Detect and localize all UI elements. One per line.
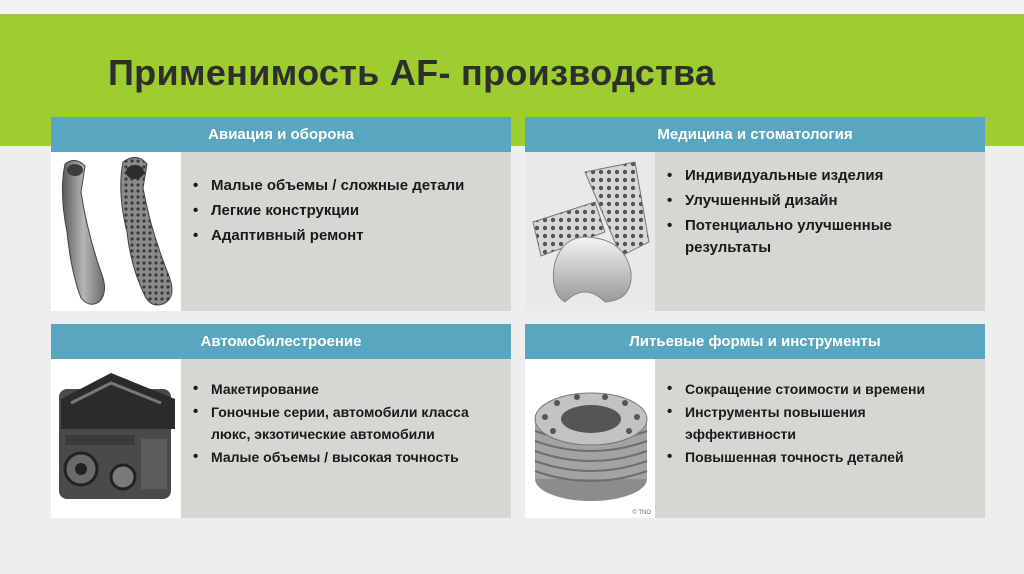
panel-heading: Авиация и оборона	[51, 117, 511, 152]
panel-bullets	[667, 378, 977, 469]
top-strip	[0, 0, 1024, 14]
bullet-item: • Адаптивный ремонт	[193, 225, 503, 247]
panel-aviation	[51, 117, 511, 311]
bullet-item: • Сокращение стоимости и времени	[667, 378, 977, 400]
image-credit: © TNO	[632, 510, 651, 516]
car-engine-image	[51, 359, 181, 518]
bullet-item: • Макетирование	[193, 378, 503, 400]
panel-bullets	[667, 165, 977, 262]
panel-heading: Автомобилестроение	[51, 324, 511, 359]
panel-molds	[525, 324, 985, 518]
bullet-item: • Гоночные серии, автомобили класса люкс, экзотические автомобили	[193, 401, 503, 445]
panel-heading: Медицина и стоматология	[525, 117, 985, 152]
panel-automotive	[51, 324, 511, 518]
bullet-item: • Малые объемы / высокая точность	[193, 446, 503, 468]
bullet-item: • Легкие конструкции	[193, 200, 503, 222]
bullet-item: • Улучшенный дизайн	[667, 190, 977, 212]
bullet-item: • Повышенная точность деталей	[667, 446, 977, 468]
aircraft-bracket-image	[51, 152, 181, 311]
bullet-item: • Инструменты повышения эффективности	[667, 401, 977, 445]
porous-implant-image	[525, 152, 655, 311]
bullet-item: • Потенциально улучшенные результаты	[667, 215, 977, 259]
panel-heading: Литьевые формы и инструменты	[525, 324, 985, 359]
bullet-item: • Индивидуальные изделия	[667, 165, 977, 187]
mold-insert-image	[525, 359, 655, 518]
panel-bullets	[193, 175, 503, 250]
slide-title: Применимость AF- производства	[108, 52, 716, 93]
panel-bullets	[193, 378, 503, 469]
panel-medicine	[525, 117, 985, 311]
bullet-item: • Малые объемы / сложные детали	[193, 175, 503, 197]
